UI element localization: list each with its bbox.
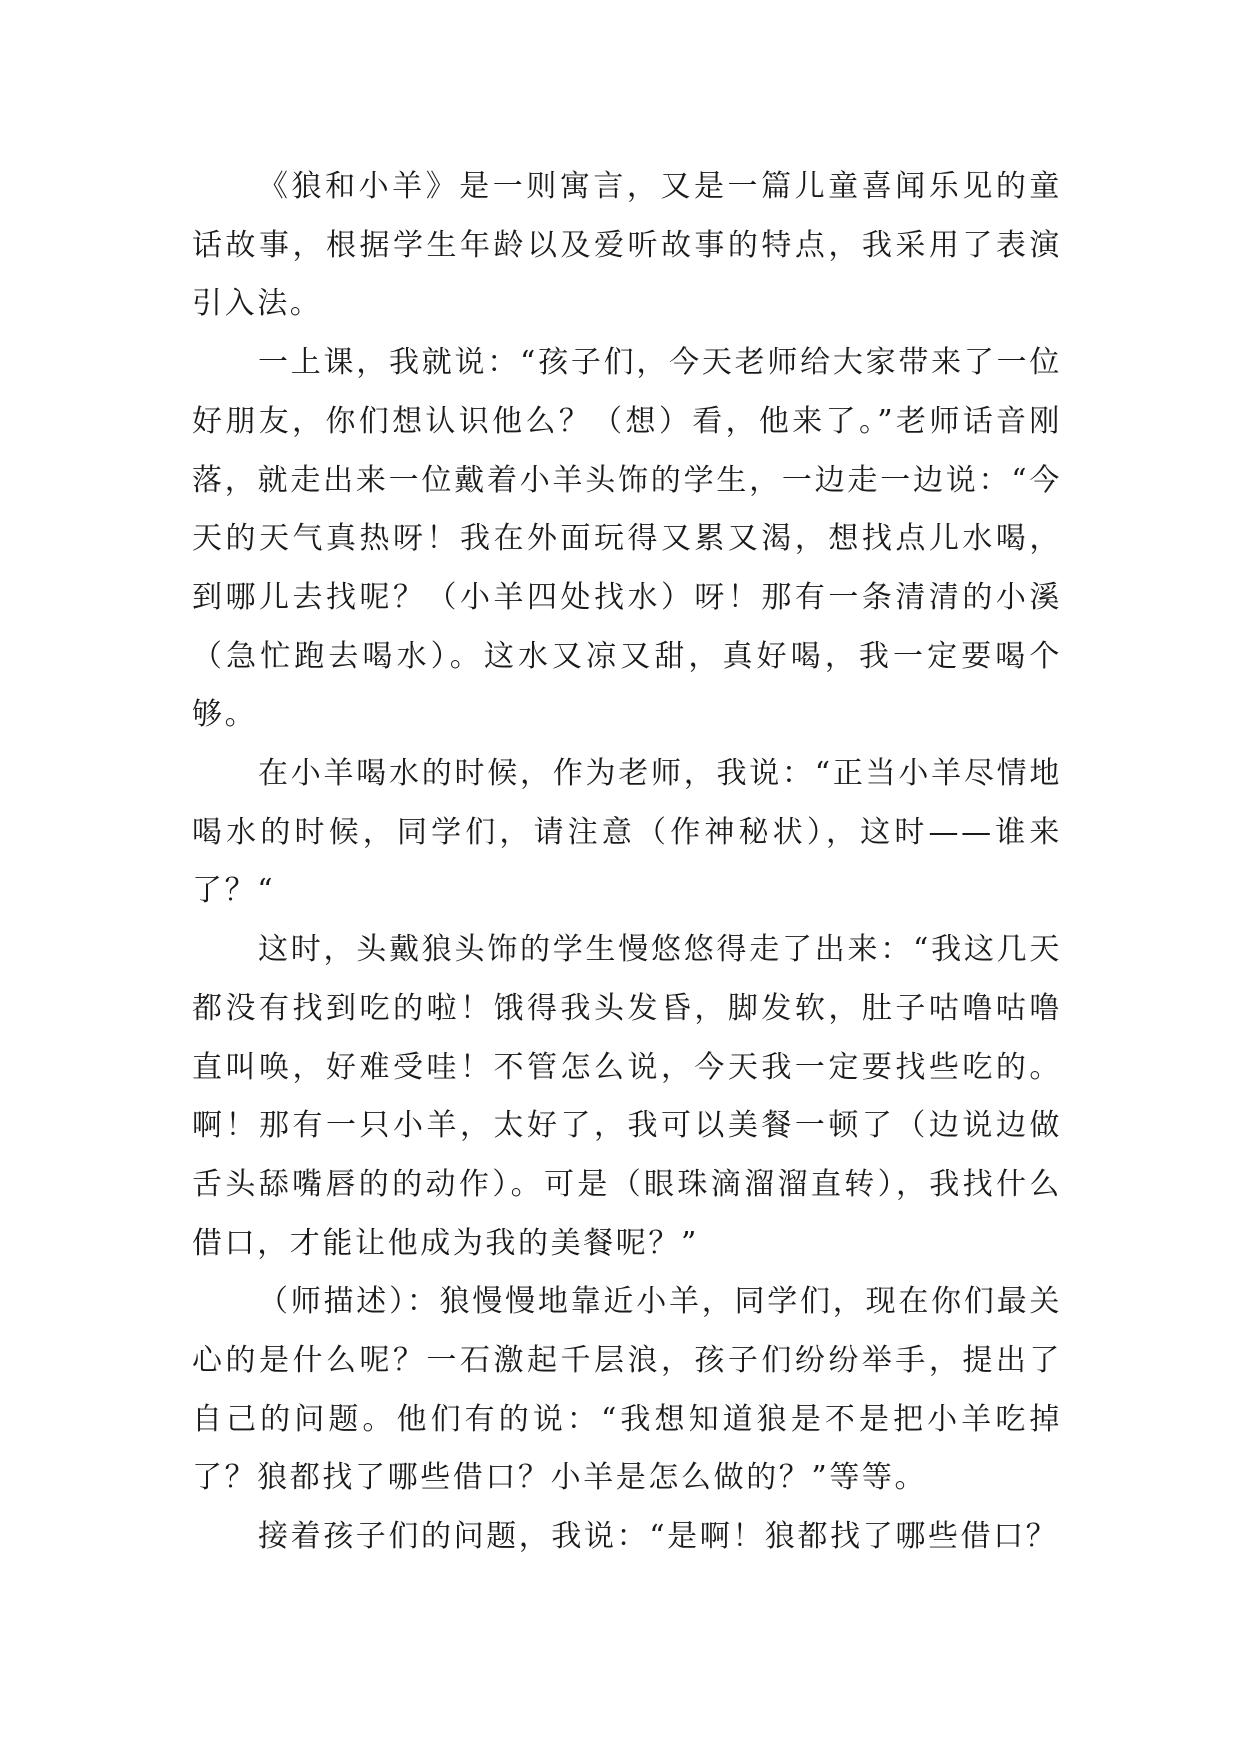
paragraph-lesson-start: 一上课，我就说：“孩子们，今天老师给大家带来了一位好朋友，你们想认识他么？（想）看，他来了。”老师话音刚落，就走出来一位戴着小羊头饰的学生，一边走一边说：“今天的天气真热呀！我在外面玩得又累又渴，想找点儿水喝，到哪儿去找呢？（小羊四处找水）呀！那有一条清清的小溪（急忙跑去喝水）。这水又凉又甜，真好喝，我一定要喝个够。: [192, 345, 1062, 733]
paragraph-wolf-appears: 这时，头戴狼头饰的学生慢悠悠得走了出来：“我这几天都没有找到吃的啦！饿得我头发昏，脚发软，肚子咕噜咕噜直叫唤，好难受哇！不管怎么说，今天我一定要找些吃的。啊！那有一只小羊，太好了，我可以美餐一顿了（边说边做舌头舔嘴唇的的动作）。可是（眼珠滴溜溜直转），我找什么借口，才能让他成为我的美餐呢？”: [192, 932, 1062, 1261]
paragraph-follow-up: 接着孩子们的问题，我说：“是啊！狼都找了哪些借口？: [258, 1519, 1059, 1555]
paragraph-lamb-drinking: 在小羊喝水的时候，作为老师，我说：“正当小羊尽情地喝水的时候，同学们，请注意（作神秘状），这时——谁来了？“: [192, 756, 1062, 909]
paragraph-teacher-description: （师描述）：狼慢慢地靠近小羊，同学们，现在你们最关心的是什么呢？一石激起千层浪，孩子们纷纷举手，提出了自己的问题。他们有的说：“我想知道狼是不是把小羊吃掉了？狼都找了哪些借口？小羊是怎么做的？”等等。: [192, 1284, 1062, 1496]
document-body: [192, 158, 1062, 1567]
paragraph-intro: 《狼和小羊》是一则寓言，又是一篇儿童喜闻乐见的童话故事，根据学生年龄以及爱听故事的特点，我采用了表演引入法。: [192, 169, 1062, 322]
